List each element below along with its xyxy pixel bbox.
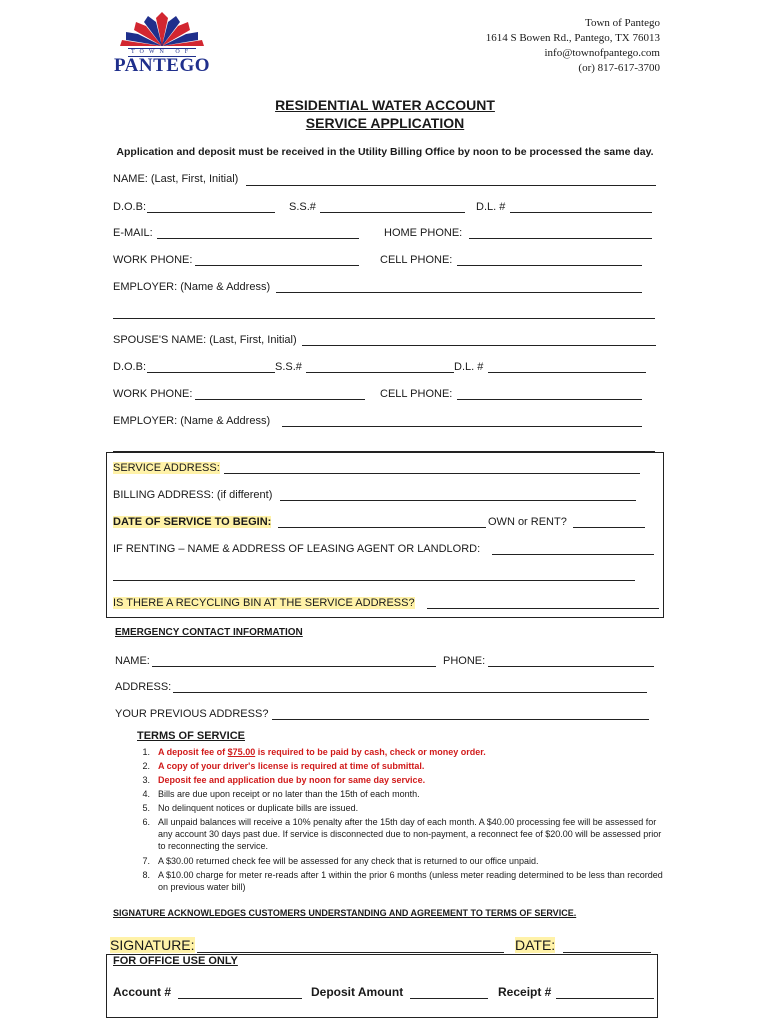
term-item: 3. Deposit fee and application due by noon for same day service. [142,775,426,785]
billing-address-label: BILLING ADDRESS: (if different) [113,489,273,501]
date-label: DATE: [515,937,556,953]
spouse-name-field[interactable] [302,345,656,346]
term-item: 2. A copy of your driver's license is required at time of submittal. [142,761,425,771]
account-number-field[interactable] [178,998,302,999]
applicant-work-phone-field[interactable] [195,265,359,266]
town-logo [110,12,214,76]
applicant-email-label: E-MAIL: [113,227,153,239]
term-item: 6. All unpaid balances will receive a 10% penalty after the 15th day of each month. A $40.00 processing fee will be assessed for any account 30 days past due. If service is disconnected due to non-payment, a reconnect fee of $20.00 will be assessed prior to reconnecting the service. [142,817,662,851]
emergency-address-field[interactable] [173,692,647,693]
receipt-number-label: Receipt # [498,985,552,999]
spouse-employer-field[interactable] [282,426,642,427]
logo-top-text: TOWN OF [128,48,196,57]
spouse-employer-label: EMPLOYER: (Name & Address) [113,415,271,427]
applicant-dl-field[interactable] [510,212,652,213]
term-item: 7. A $30.00 returned check fee will be assessed for any check that is returned to our office unpaid. [142,856,539,866]
signature-label: SIGNATURE: [110,937,195,953]
applicant-name-field[interactable] [246,185,656,186]
previous-address-label: YOUR PREVIOUS ADDRESS? [115,708,269,720]
form-title [0,96,770,132]
address-line-email: info@townofpantego.com [544,47,660,59]
applicant-email-field[interactable] [157,238,359,239]
landlord-field[interactable] [492,554,654,555]
applicant-dl-label: D.L. # [476,201,506,213]
address-line-town: Town of Pantego [585,17,660,29]
logo-sunburst-icon [110,12,214,48]
previous-address-field[interactable] [272,719,649,720]
spouse-cell-phone-label: CELL PHONE: [380,388,453,400]
acknowledgement-text: SIGNATURE ACKNOWLEDGES CUSTOMERS UNDERSTANDING AND AGREEMENT TO TERMS OF SERVICE. [113,908,577,918]
submission-notice: Application and deposit must be received in the Utility Billing Office by noon to be processed the same day. [116,146,654,158]
spouse-dob-label: D.O.B: [113,361,147,373]
terms-heading: TERMS OF SERVICE [137,730,245,742]
address-line-phone: (or) 817-617-3700 [578,62,660,74]
title-line-1: RESIDENTIAL WATER ACCOUNT [275,97,495,113]
applicant-home-phone-field[interactable] [469,238,652,239]
spouse-dob-field[interactable] [147,372,275,373]
recycling-bin-field[interactable] [427,608,659,609]
emergency-phone-label: PHONE: [443,655,486,667]
receipt-number-field[interactable] [556,998,654,999]
date-of-service-label: DATE OF SERVICE TO BEGIN: [113,516,272,528]
applicant-ss-field[interactable] [320,212,465,213]
applicant-home-phone-label: HOME PHONE: [384,227,463,239]
applicant-dob-label: D.O.B: [113,201,147,213]
service-address-field[interactable] [224,473,640,474]
spouse-dl-field[interactable] [488,372,646,373]
applicant-work-phone-label: WORK PHONE: [113,254,193,266]
own-or-rent-field[interactable] [573,527,645,528]
applicant-cell-phone-field[interactable] [457,265,642,266]
emergency-phone-field[interactable] [488,666,654,667]
applicant-employer-field[interactable] [276,292,642,293]
date-of-service-field[interactable] [278,527,486,528]
landlord-label: IF RENTING – NAME & ADDRESS OF LEASING AGENT OR LANDLORD: [113,543,481,555]
applicant-ss-label: S.S.# [289,201,316,213]
address-line-street: 1614 S Bowen Rd., Pantego, TX 76013 [485,32,660,44]
spouse-ss-label: S.S.# [275,361,302,373]
town-address-block [440,16,660,76]
term-item: 4. Bills are due upon receipt or no later than the 15th of each month. [142,789,420,799]
term-item: 8. A $10.00 charge for meter re-reads after 1 within the prior 6 months (unless meter reading determined to be less than recorded on previous water bill) [142,870,663,892]
landlord-field-2[interactable] [113,580,635,581]
own-or-rent-label: OWN or RENT? [488,516,567,528]
service-address-box [106,452,664,618]
emergency-address-label: ADDRESS: [115,681,172,693]
deposit-amount-label: Deposit Amount [311,985,404,999]
applicant-dob-field[interactable] [147,212,275,213]
spouse-ss-field[interactable] [306,372,454,373]
account-number-label: Account # [113,985,172,999]
spouse-dl-label: D.L. # [454,361,484,373]
recycling-bin-label: IS THERE A RECYCLING BIN AT THE SERVICE ADDRESS? [113,597,415,609]
emergency-name-label: NAME: [115,655,150,667]
deposit-amount-field[interactable] [410,998,488,999]
logo-name: PANTEGO [113,55,211,76]
billing-address-field[interactable] [280,500,636,501]
term-item: 5. No delinquent notices or duplicate bills are issued. [142,803,359,813]
applicant-employer-label: EMPLOYER: (Name & Address) [113,281,271,293]
service-address-label: SERVICE ADDRESS: [113,462,220,474]
spouse-work-phone-field[interactable] [195,399,365,400]
spouse-cell-phone-field[interactable] [457,399,642,400]
spouse-work-phone-label: WORK PHONE: [113,388,193,400]
spouse-name-label: SPOUSE'S NAME: (Last, First, Initial) [113,334,297,346]
applicant-name-label: NAME: (Last, First, Initial) [113,173,239,185]
title-line-2: SERVICE APPLICATION [305,115,465,131]
applicant-cell-phone-label: CELL PHONE: [380,254,453,266]
term-item: 1. A deposit fee of $75.00 is required to be paid by cash, check or money order. [142,747,486,757]
date-field[interactable] [563,952,651,953]
signature-field[interactable] [197,952,504,953]
emergency-contact-heading: EMERGENCY CONTACT INFORMATION [115,627,303,638]
applicant-employer-field-2[interactable] [113,318,655,319]
emergency-name-field[interactable] [152,666,436,667]
office-use-heading: FOR OFFICE USE ONLY [113,955,238,967]
